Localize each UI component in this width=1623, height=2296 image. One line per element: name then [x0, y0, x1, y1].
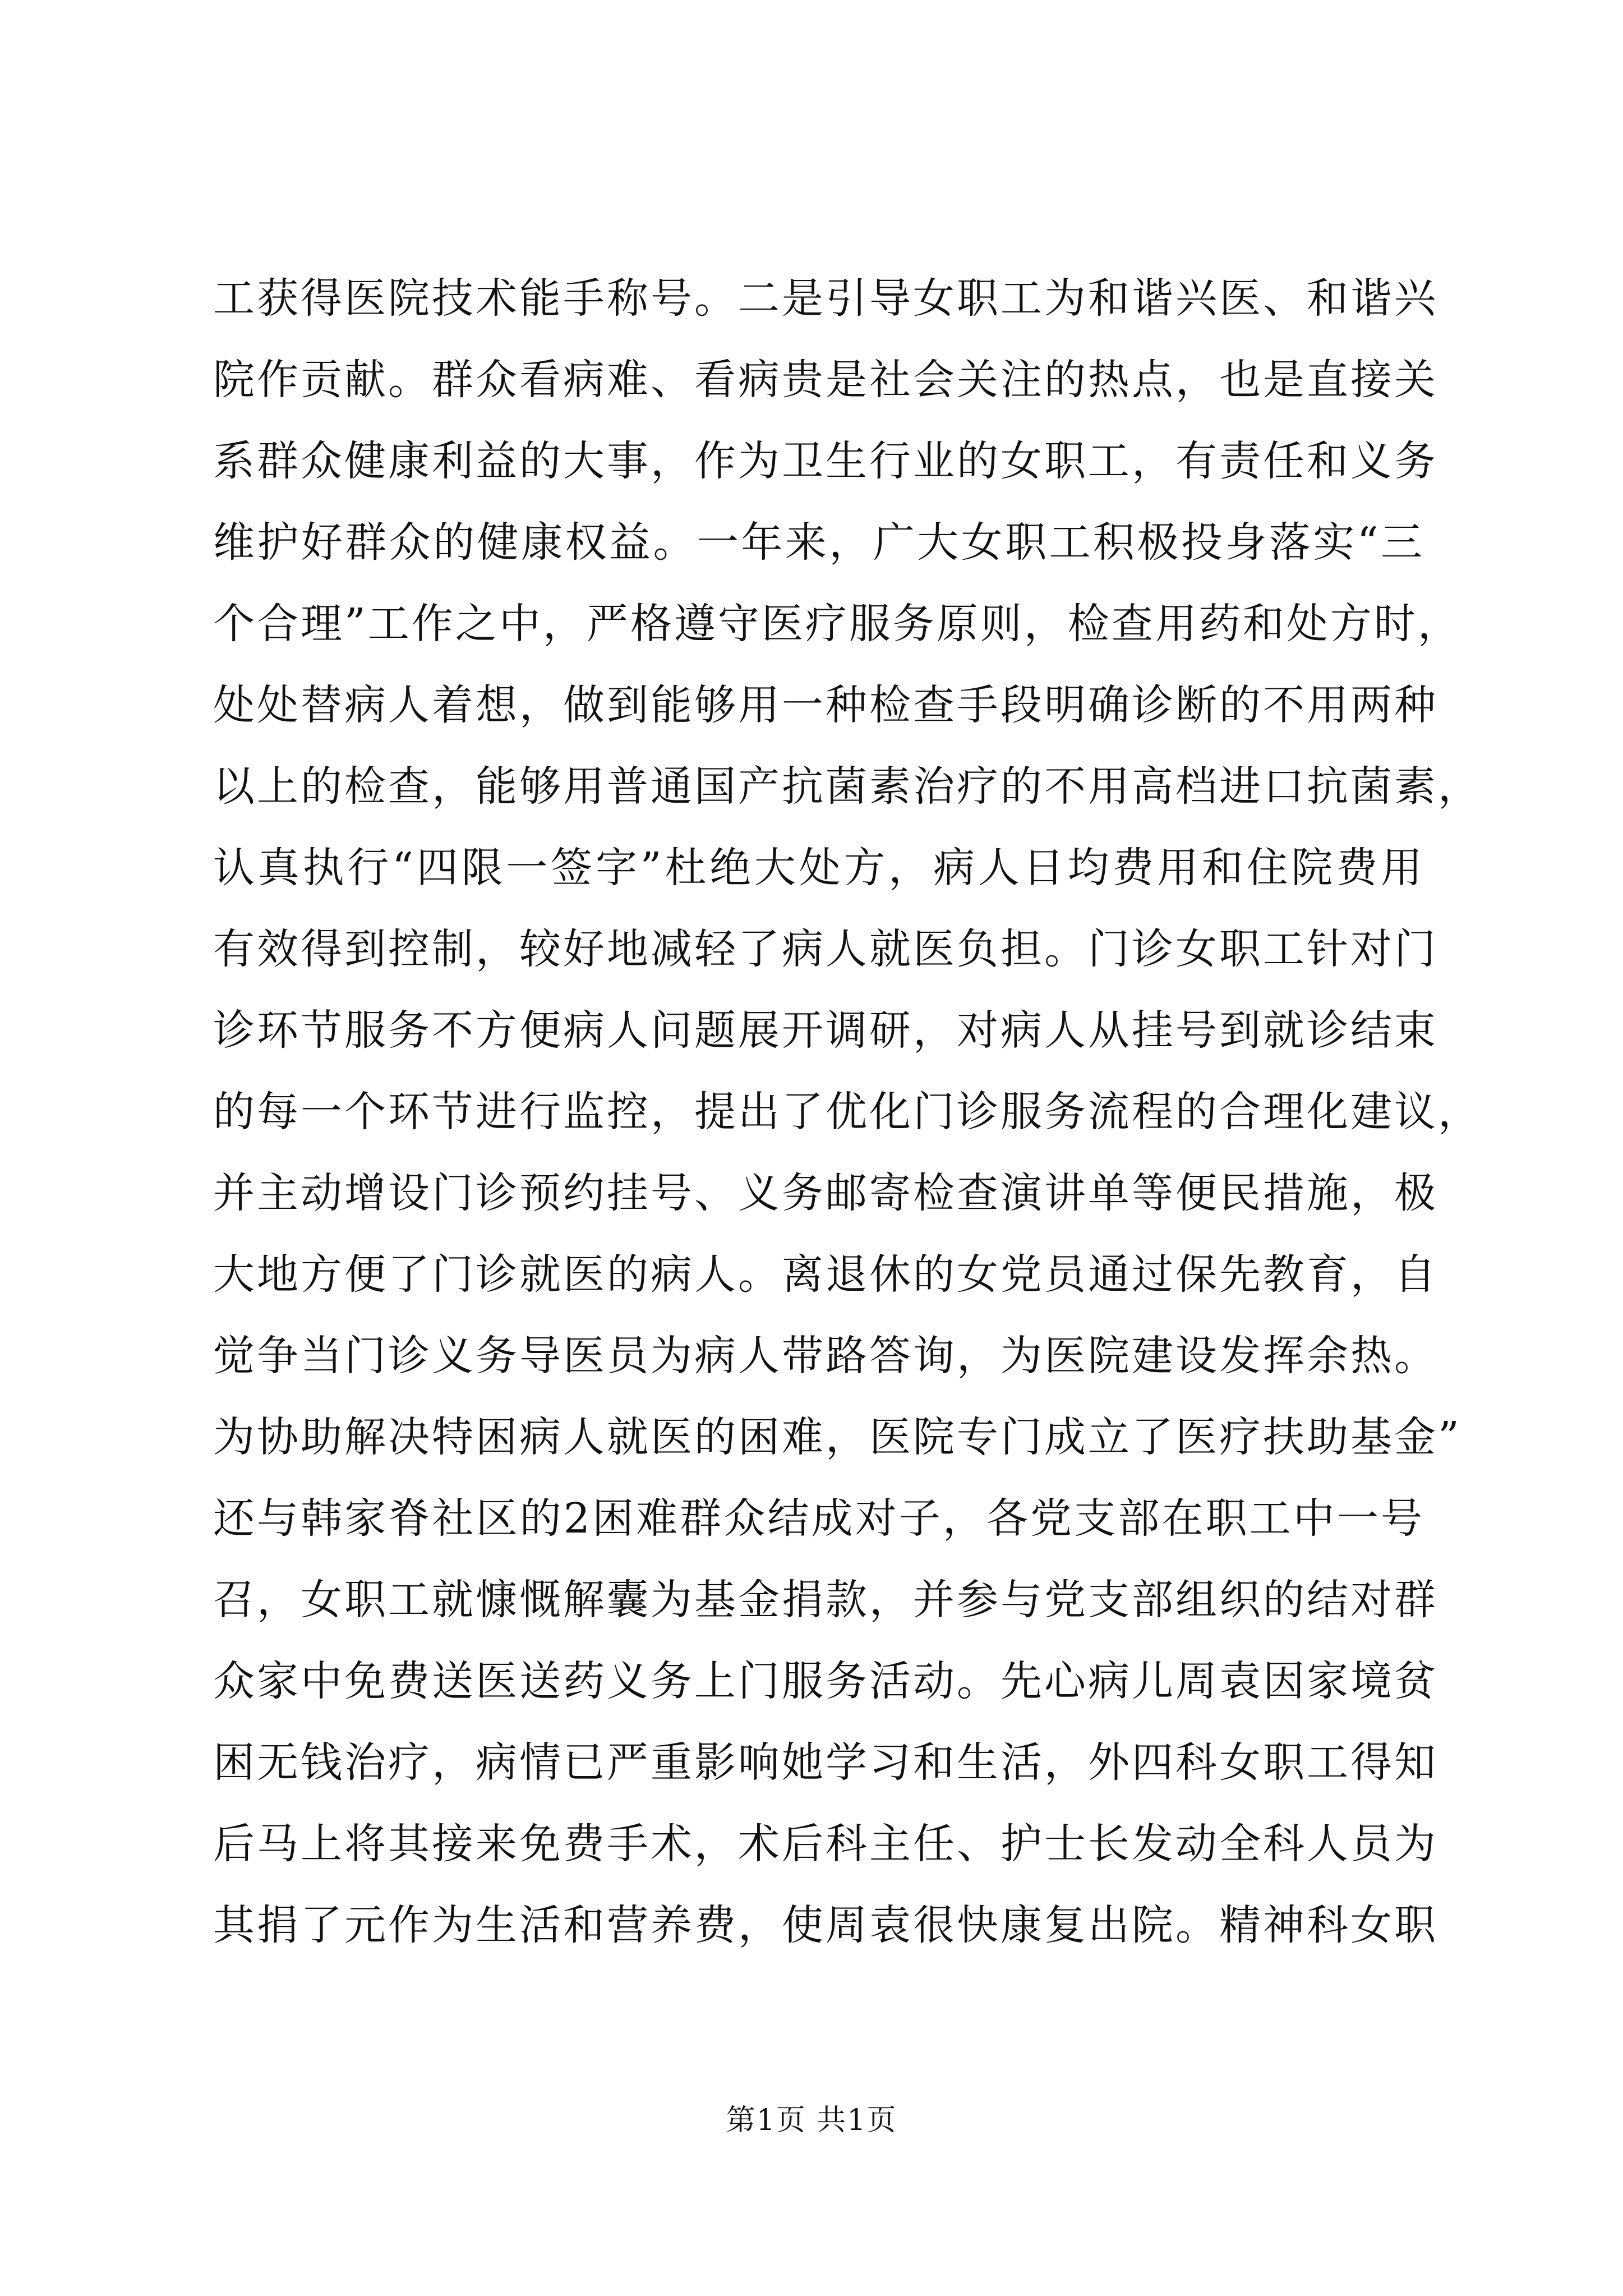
text-line: 有效得到控制，较好地减轻了病人就医负担。门诊女职工针对门 [213, 925, 1438, 973]
text-line: 个合理”工作之中，严格遵守医疗服务原则，检查用药和处方时， [213, 600, 1461, 648]
text-line: 认真执行“四限一签字”杜绝大处方，病人日均费用和住院费用 [213, 844, 1424, 892]
text-line: 并主动增设门诊预约挂号、义务邮寄检查演讲单等便民措施，极 [213, 1169, 1438, 1217]
text-line: 还与韩家脊社区的2困难群众结成对子，各党支部在职工中一号 [213, 1494, 1424, 1543]
text-line: 困无钱治疗，病情已严重影响她学习和生活，外四科女职工得知 [213, 1738, 1438, 1787]
text-line: 处处替病人着想，做到能够用一种检查手段明确诊断的不用两种 [213, 681, 1438, 729]
text-line: 众家中免费送医送药义务上门服务活动。先心病儿周袁因家境贫 [213, 1657, 1438, 1705]
text-line: 系群众健康利益的大事，作为卫生行业的女职工，有责任和义务 [213, 437, 1438, 485]
text-line: 工获得医院技术能手称号。二是引导女职工为和谐兴医、和谐兴 [213, 274, 1438, 323]
page-footer: 第1页 共1页 [726, 2104, 897, 2137]
text-line: 其捐了元作为生活和营养费，使周袁很快康复出院。精神科女职 [213, 1901, 1438, 1949]
body-text [213, 258, 1482, 1966]
text-line: 的每一个环节进行监控，提出了优化门诊服务流程的合理化建议， [213, 1088, 1482, 1136]
text-line: 后马上将其接来免费手术，术后科主任、护士长发动全科人员为 [213, 1820, 1438, 1868]
text-line: 诊环节服务不方便病人问题展开调研，对病人从挂号到就诊结束 [213, 1006, 1438, 1055]
text-line: 以上的检查，能够用普通国产抗菌素治疗的不用高档进口抗菌素， [213, 762, 1482, 811]
text-line: 召，女职工就慷慨解囊为基金捐款，并参与党支部组织的结对群 [213, 1576, 1438, 1624]
text-line: 维护好群众的健康权益。一年来，广大女职工积极投身落实“三 [213, 518, 1424, 567]
text-line: 大地方便了门诊就医的病人。离退休的女党员通过保先教育，自 [213, 1250, 1438, 1299]
text-line: 觉争当门诊义务导医员为病人带路答询，为医院建设发挥余热。 [213, 1332, 1438, 1380]
text-line: 院作贡献。群众看病难、看病贵是社会关注的热点，也是直接关 [213, 356, 1438, 404]
text-line: 为协助解决特困病人就医的困难，医院专门成立了医疗扶助基金” [213, 1413, 1461, 1461]
